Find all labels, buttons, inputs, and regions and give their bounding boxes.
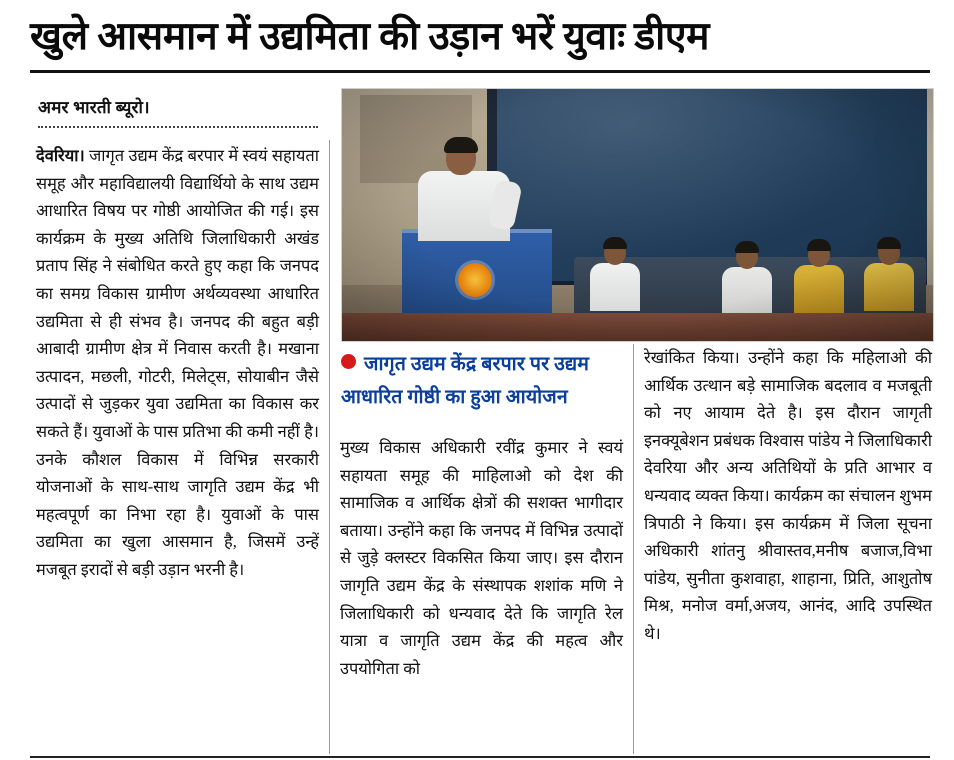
teaser-line-1: जागृत उद्यम केंद्र बरपार पर उद्यम [364,354,590,375]
column-divider [633,344,634,754]
column-2-text: मुख्य विकास अधिकारी रवींद्र कुमार ने स्वयं सहायता समूह की माहिलाओ को देश की सामाजिक व आर्थिक क्षेत्रों की सशक्त भागीदार बताया। उन्होंने कहा कि जनपद में विभिन्न उत्पादों से जुड़े क्लस्टर विकसित किया जाए। इस दौरान जागृति उद्यम केंद्र के संस्थापक शशांक मणि ने जिलाधिकारी को धन्यवाद देते कि जागृति रेल यात्रा व जागृति उद्यम केंद्र की महत्व और उपयोगिता को [340,438,623,678]
page-title: खुले आसमान में उद्यमिता की उड़ान भरें युवाः डीएम [30,15,710,58]
photo-vignette [342,89,933,341]
column-1-text: देवरिया। जागृत उद्यम केंद्र बरपार में स्वयं सहायता समूह और महाविद्यालयी विद्यार्थियो के साथ उद्यम आधारित विषय पर गोष्ठी आयोजित की गई। इस कार्यक्रम के मुख्य अतिथि जिलाधिकारी अखंड प्रताप सिंह ने संबोधित करते हुए कहा कि जनपद का समग्र विकास ग्रामीण अर्थव्यवस्था आधारित उद्यमिता से ही संभव है। जनपद की बहुत बड़ी आबादी ग्रामीण क्षेत्र में निवास करती है। मखाना उत्पादन, मछली, गोटरी, मिलेट्स, सोयाबीन जैसे उत्पादों से जुड़कर युवा उद्यमिता का विकास कर सकते हैं। युवाओं के पास प्रतिभा की कमी नहीं है। उनके कौशल विकास में विभिन्न सरकारी योजनाओं के साथ-साथ जागृति उद्यम केंद्र भी महत्वपूर्ण का निभा रहा है। युवाओं के पास उद्यमिता का खुला आसमान है, जिसमें उन्हें मजबूत इरादों से बड़ी उड़ान भरनी है। [36,146,319,579]
photo-scene [342,89,933,341]
body-column-1 [36,142,319,752]
footer-divider [30,756,930,758]
byline-divider [38,126,318,128]
byline: अमर भारती ब्यूरो। [38,98,150,117]
header-divider [30,70,930,73]
body-column-3 [644,344,932,754]
column-divider [329,140,330,754]
teaser-line-2: आधारित गोष्ठी का हुआ आयोजन [341,387,568,408]
column-3-text: रेखांकित किया। उन्होंने कहा कि महिलाओ की आर्थिक उत्थान बड़े सामाजिक बदलाव व मजबूती को नए आयाम देते है। इस दौरान जागृती इनक्यूबेशन प्रबंधक विश्वास पांडेय ने जिलाधिकारी देवरिया और अन्य अतिथियों के प्रति आभार व धन्यवाद व्यक्त किया। कार्यक्रम का संचालन शुभम त्रिपाठी ने किया। इस कार्यक्रम में जिला सूचना अधिकारी शांतनु श्रीवास्तव,मनीष बजाज,विभा पांडेय, सुनीता कुशवाहा, शाहाना, प्रिति, आशुतोष मिश्र, मनोज वर्मा,अजय, आनंद, आदि उपस्थित थे। [644,348,932,643]
red-dot-icon [341,354,356,369]
body-column-2 [340,434,623,754]
article-photo [341,88,934,342]
